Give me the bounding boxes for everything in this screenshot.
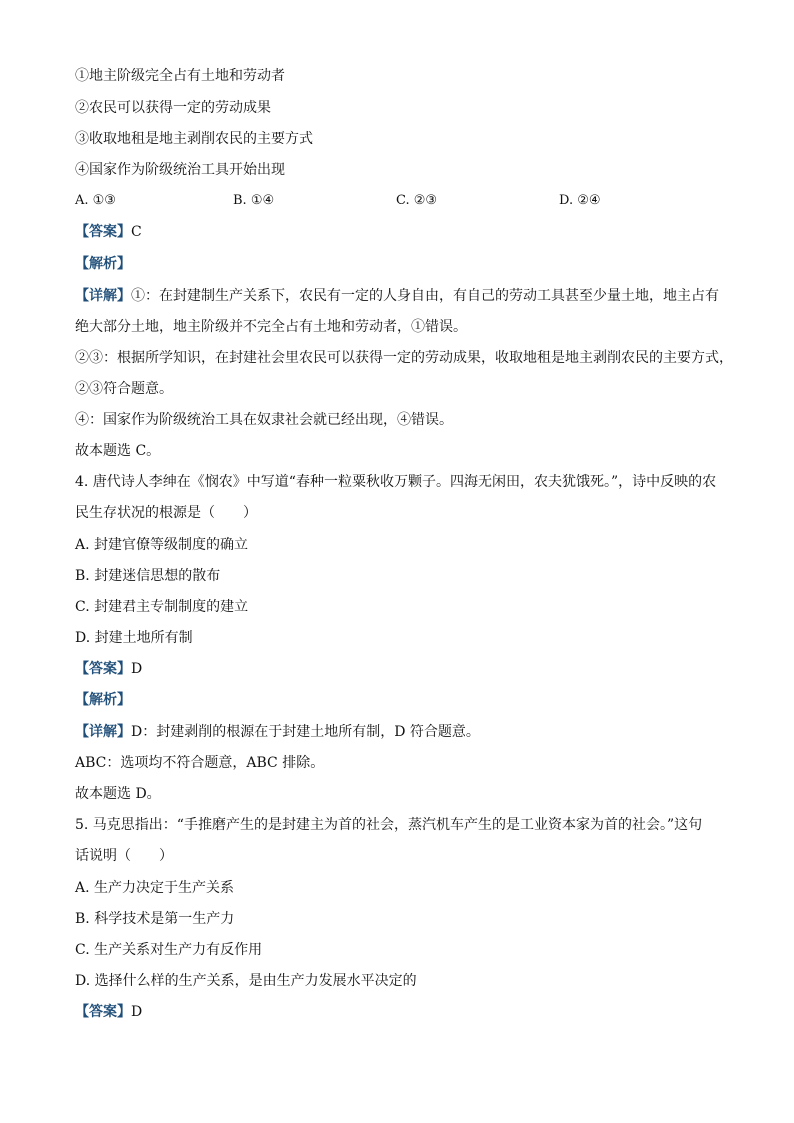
- q3-option-a: A. ①③: [75, 193, 116, 208]
- q5-option-a: A. 生产力决定于生产关系: [75, 880, 235, 896]
- q3-detail-line: [75, 287, 719, 305]
- q4-conclusion: 故本题选 D。: [75, 786, 161, 802]
- q3-conclusion: 故本题选 C。: [75, 443, 161, 459]
- q5-option-d: D. 选择什么样的生产关系，是由生产力发展水平决定的: [75, 973, 417, 989]
- answer-value: C: [131, 224, 142, 240]
- answer-tag: 【答案】: [75, 224, 131, 240]
- q4-answer: [75, 660, 142, 678]
- q4-stem: 4. 唐代诗人李绅在《悯农》中写道“春种一粒粟秋收万颗子。四海无闲田，农夫犹饿死。”，诗中反映的农: [75, 474, 717, 490]
- q4-analysis-heading: [75, 691, 131, 709]
- q4-option-c: C. 封建君主专制制度的建立: [75, 599, 249, 615]
- q4-option-b: B. 封建迷信思想的散布: [75, 568, 221, 584]
- detail-tag: 【详解】: [75, 724, 131, 740]
- answer-value: D: [131, 1004, 143, 1020]
- q4-option-a: A. 封建官僚等级制度的确立: [75, 537, 249, 553]
- q3-detail-line: 绝大部分土地，地主阶级并不完全占有土地和劳动者，①错误。: [75, 319, 467, 335]
- q5-option-b: B. 科学技术是第一生产力: [75, 911, 235, 927]
- q3-statement: ④国家作为阶级统治工具开始出现: [75, 162, 285, 178]
- q3-analysis-heading: [75, 255, 131, 273]
- q3-detail-line: ②③符合题意。: [75, 381, 173, 397]
- q3-statement: ①地主阶级完全占有土地和劳动者: [75, 68, 285, 84]
- detail-text: D：封建剥削的根源在于封建土地所有制，D 符合题意。: [131, 724, 480, 740]
- q3-statement: ③收取地租是地主剥削农民的主要方式: [75, 131, 313, 147]
- q5-stem: 5. 马克思指出：“手推磨产生的是封建主为首的社会，蒸汽机车产生的是工业资本家为首的社会。”这句: [75, 817, 703, 833]
- q3-options: [75, 192, 715, 210]
- q4-detail-line: ABC：选项均不符合题意，ABC 排除。: [75, 755, 325, 771]
- q3-answer: [75, 223, 142, 241]
- analysis-tag: 【解析】: [75, 256, 131, 272]
- q3-detail-line: ②③：根据所学知识，在封建社会里农民可以获得一定的劳动成果，收取地租是地主剥削农民的主要方式，: [75, 350, 733, 366]
- q4-stem: 民生存状况的根源是（ ）: [75, 505, 257, 521]
- q3-option-c: C. ②③: [396, 193, 438, 208]
- q4-detail-line: [75, 723, 480, 741]
- q5-stem: 话说明（ ）: [75, 848, 173, 864]
- answer-value: D: [131, 661, 143, 677]
- q3-option-b: B. ①④: [233, 193, 275, 208]
- detail-tag: 【详解】: [75, 288, 131, 304]
- q5-answer: [75, 1003, 142, 1021]
- analysis-tag: 【解析】: [75, 692, 131, 708]
- q5-option-c: C. 生产关系对生产力有反作用: [75, 942, 263, 958]
- detail-text: ①：在封建制生产关系下，农民有一定的人身自由，有自己的劳动工具甚至少量土地，地主占有: [131, 288, 719, 304]
- q3-option-d: D. ②④: [559, 193, 601, 208]
- answer-tag: 【答案】: [75, 661, 131, 677]
- answer-tag: 【答案】: [75, 1004, 131, 1020]
- q4-option-d: D. 封建土地所有制: [75, 630, 193, 646]
- q3-detail-line: ④：国家作为阶级统治工具在奴隶社会就已经出现，④错误。: [75, 412, 453, 428]
- q3-statement: ②农民可以获得一定的劳动成果: [75, 100, 271, 116]
